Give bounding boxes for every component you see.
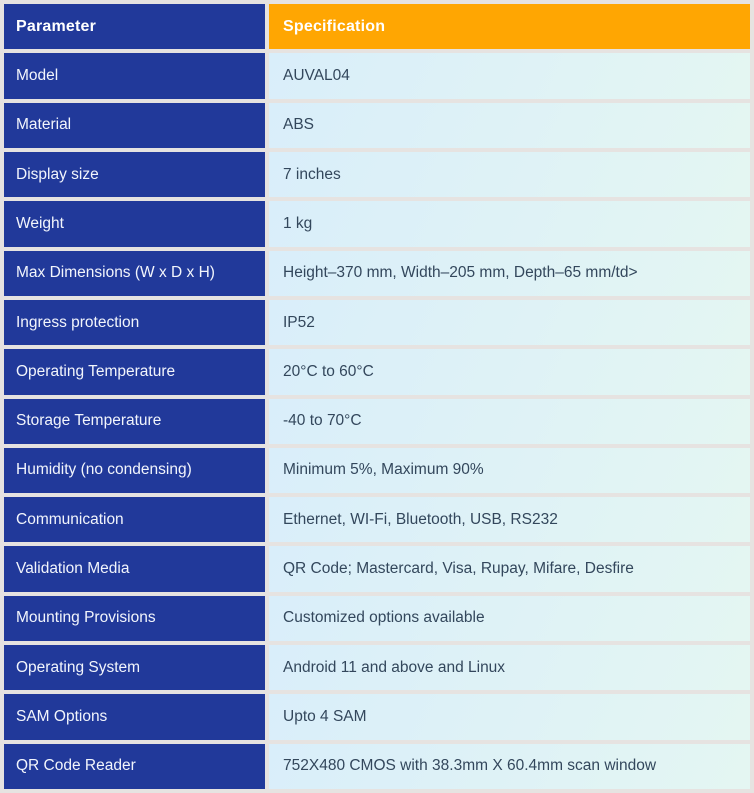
specification-cell: ABS xyxy=(269,103,750,148)
parameter-cell: Operating System xyxy=(4,645,265,690)
specification-cell: -40 to 70°C xyxy=(269,399,750,444)
specification-cell: IP52 xyxy=(269,300,750,345)
parameter-cell: Model xyxy=(4,53,265,98)
parameter-cell: QR Code Reader xyxy=(4,744,265,789)
specification-cell: Minimum 5%, Maximum 90% xyxy=(269,448,750,493)
specification-cell: AUVAL04 xyxy=(269,53,750,98)
specification-cell: Customized options available xyxy=(269,596,750,641)
parameter-cell: Communication xyxy=(4,497,265,542)
column-header-specification: Specification xyxy=(269,4,750,49)
specification-cell: 7 inches xyxy=(269,152,750,197)
parameter-cell: Max Dimensions (W x D x H) xyxy=(4,251,265,296)
specification-cell: 1 kg xyxy=(269,201,750,246)
specification-cell: 752X480 CMOS with 38.3mm X 60.4mm scan window xyxy=(269,744,750,789)
specification-cell: QR Code; Mastercard, Visa, Rupay, Mifare, Desfire xyxy=(269,546,750,591)
specification-cell: Ethernet, WI-Fi, Bluetooth, USB, RS232 xyxy=(269,497,750,542)
specification-cell: Upto 4 SAM xyxy=(269,694,750,739)
parameter-cell: Operating Temperature xyxy=(4,349,265,394)
column-header-parameter: Parameter xyxy=(4,4,265,49)
specification-cell: Height–370 mm, Width–205 mm, Depth–65 mm/td> xyxy=(269,251,750,296)
specification-cell: Android 11 and above and Linux xyxy=(269,645,750,690)
parameter-cell: Humidity (no condensing) xyxy=(4,448,265,493)
parameter-cell: Ingress protection xyxy=(4,300,265,345)
parameter-cell: Validation Media xyxy=(4,546,265,591)
parameter-cell: Weight xyxy=(4,201,265,246)
specification-cell: 20°C to 60°C xyxy=(269,349,750,394)
parameter-cell: Storage Temperature xyxy=(4,399,265,444)
parameter-cell: SAM Options xyxy=(4,694,265,739)
parameter-cell: Material xyxy=(4,103,265,148)
parameter-cell: Mounting Provisions xyxy=(4,596,265,641)
parameter-cell: Display size xyxy=(4,152,265,197)
